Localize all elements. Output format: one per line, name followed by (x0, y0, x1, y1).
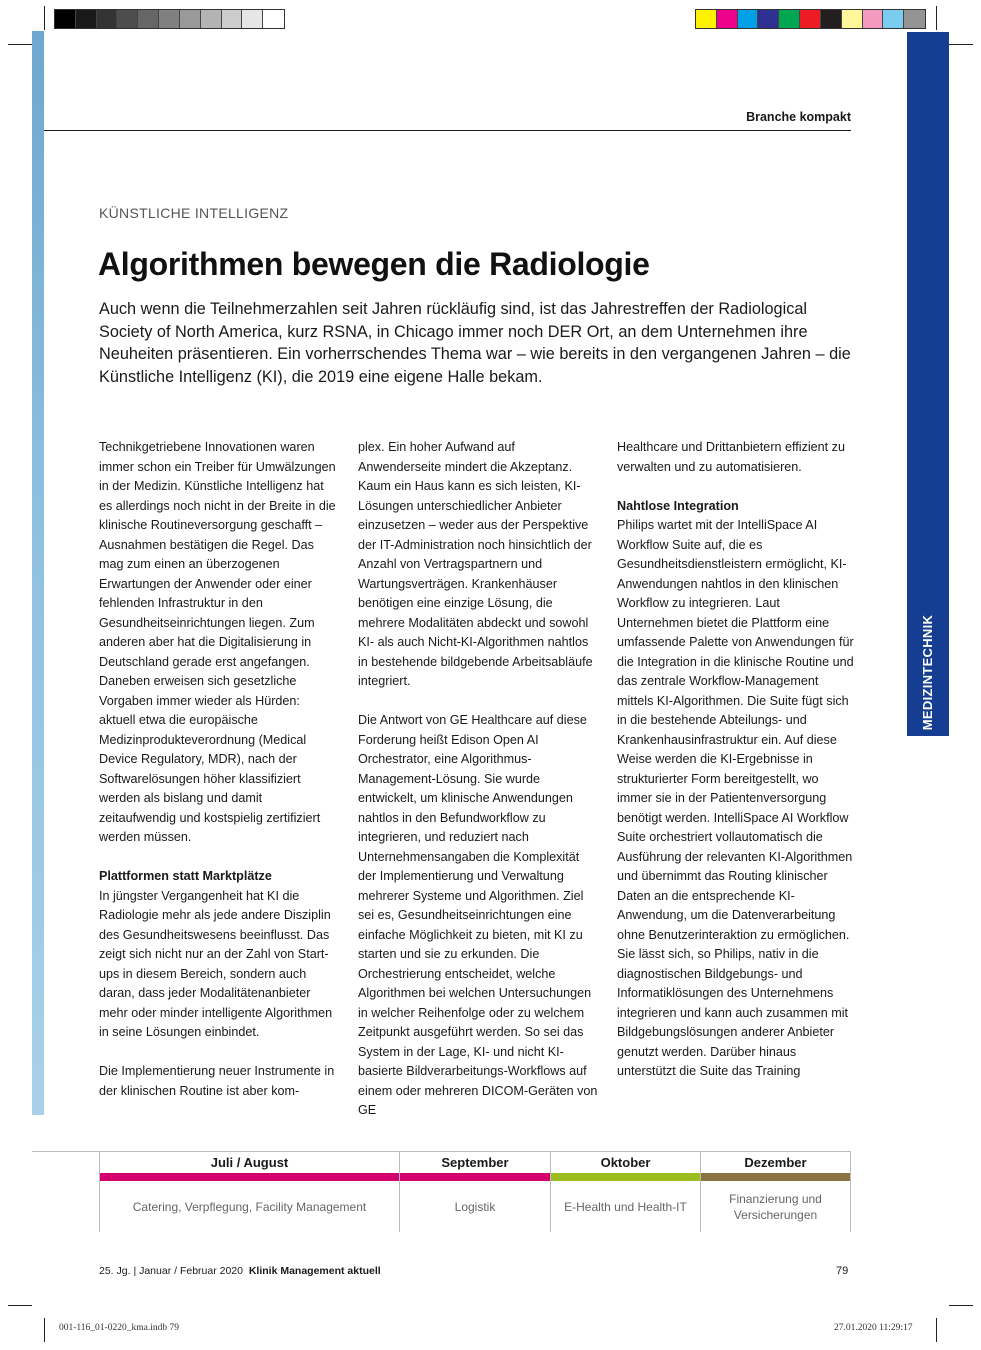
process-color-swatch (758, 10, 779, 28)
page-footer (99, 1265, 381, 1277)
footer-journal: Klinik Management aktuell (248, 1265, 381, 1277)
calendar-month: Oktober (600, 1154, 651, 1170)
grayscale-swatch (201, 10, 222, 28)
process-color-swatch (779, 10, 800, 28)
text-column-2 (358, 438, 598, 1121)
process-color-swatch (863, 10, 884, 28)
paragraph: Philips wartet mit der IntelliSpace AI Workflow Suite auf, die es Gesundheitsdienstleistern ermöglicht, KI-Anwendungen nahtlos in den klinischen Workflow zu integrieren. Laut Unternehmen bietet die Plattform eine umfassende Palette von Anwendungen für die Integration in die klinische Routine und das zentrale Workflow-Management mittels KI-Algorithmen. Die Suite fügt sich in die bestehende Abteilungs- und Krankenhausinfrastruktur ein. Auf diese Weise werden die KI-Ergebnisse in strukturierter Form bereitgestellt, wo immer sie in der Patientenversorgung benötigt werden. IntelliSpace AI Workflow Suite orchestriert vollautomatisch die Ausführung der relevanten KI-Algorithmen und übernimmt das Routing klinischer Daten an die entsprechende KI-Anwendung, um die Datenverarbeitung ohne Benutzerinteraktion zu ermöglichen. Sie lässt sich, so Philips, nativ in die diagnostischen Bildgebungs- und Informatiklösungen des Unternehmens integrieren und kann auch zusammen mit Bildgebungslösungen anderer Anbieter genutzt werden. Darüber hinaus unterstützt die Suite das Training (617, 518, 854, 1078)
grayscale-swatch (97, 10, 118, 28)
calendar-topic: Finanzierung und Versicherungen (729, 1191, 822, 1222)
text-column-1 (99, 438, 339, 1101)
calendar-stripe (100, 1173, 399, 1181)
crop-mark (44, 6, 45, 30)
crop-mark (936, 6, 937, 30)
process-color-control-bar (695, 9, 926, 29)
calendar-topic: Catering, Verpflegung, Facility Management (132, 1199, 367, 1214)
process-color-swatch (696, 10, 717, 28)
side-tab-text: MEDIZINTECHNIK (920, 614, 936, 730)
grayscale-swatch (138, 10, 159, 28)
header-rule (44, 130, 851, 131)
paragraph: plex. Ein hoher Aufwand auf Anwenderseite mindert die Akzeptanz. Kaum ein Haus kann es sich leisten, KI-Lösungen unterschiedlicher Anbieter einzusetzen – weder aus der Perspektive der IT-Administration noch hinsichtlich der Anzahl von Vertragspartnern und Wartungsverträgen. Krankenhäuser benötigen eine einzige Lösung, die mehrere Modalitäten abdeckt und sowohl KI- als auch Nicht-KI-Algorithmen nahtlos in bestehende bildgebende Arbeitsabläufe integriert. (358, 440, 593, 688)
section-label: Branche kompakt (746, 110, 851, 124)
paragraph: Die Implementierung neuer Instrumente in der klinischen Routine ist aber kom- (99, 1064, 335, 1098)
calendar-cell (99, 1151, 399, 1232)
paragraph: Technikgetriebene Innovationen waren immer schon ein Treiber für Umwälzungen in der Medizin. Künstliche Intelligenz hat es allerdings noch nicht in der Breite in die klinische Routineversorgung geschafft – Ausnahmen bestätigen die Regel. Das mag zum einen an überzogenen Erwartungen der Anwender oder einer fehlenden Infrastruktur in den Gesundheitseinrichtungen liegen. Zum anderen aber hat die Digitalisierung in Deutschland gerade erst angefangen. Daneben erweisen sich gesetzliche Vorgaben immer wieder als Hürden: aktuell etwa die europäische Medizinprodukteverordnung (Medical Device Regulatory, MDR), nach der Softwarelösungen höher klassifiziert werden als bislang und damit zeitaufwendig und kostspielig zertifiziert werden müssen. (99, 440, 336, 844)
grayscale-swatch (180, 10, 201, 28)
calendar-cell (700, 1151, 851, 1232)
side-tab-label (906, 610, 950, 734)
calendar-cell (399, 1151, 550, 1232)
article-title: Algorithmen bewegen die Radiologie (98, 246, 650, 282)
process-color-swatch (800, 10, 821, 28)
grayscale-swatch (76, 10, 97, 28)
subheading: Plattformen statt Marktplätze (99, 869, 272, 883)
paragraph: Healthcare und Drittanbietern effizient zu verwalten und zu automatisieren. (617, 440, 845, 474)
grayscale-control-bar (54, 9, 285, 29)
process-color-swatch (904, 10, 925, 28)
text-column-3 (617, 438, 857, 1082)
grayscale-swatch (242, 10, 263, 28)
article-lead: Auch wenn die Teilnehmerzahlen seit Jahren rückläufig sind, ist das Jahrestreffen der Radiological Society of North America, kurz RSNA, in Chicago immer noch DER Ort, an dem Unternehmen ihre Neuheiten präsentieren. Ein vorherrschendes Thema war – wie bereits in den vergangenen Jahren – die Künstliche Intelligenz (KI), die 2019 eine eigene Halle bekam. (99, 300, 851, 386)
article-kicker: KÜNSTLICHE INTELLIGENZ (99, 205, 289, 221)
footer-issue: 25. Jg. | Januar / Februar 2020 (99, 1265, 243, 1277)
calendar-topic: Logistik (454, 1199, 496, 1214)
calendar-stripe (400, 1173, 550, 1181)
editorial-calendar (99, 1151, 851, 1232)
subheading: Nahtlose Integration (617, 498, 739, 513)
process-color-swatch (717, 10, 738, 28)
process-color-swatch (821, 10, 842, 28)
paragraph: In jüngster Vergangenheit hat KI die Radiologie mehr als jede andere Disziplin des Gesundheitswesens beeinflusst. Das zeigt sich nicht nur an der Zahl von Start-ups in diesem Bereich, sondern auch daran, dass jeder Modalitätenanbieter mehr oder minder intelligente Algorithmen in seine Lösungen einbindet. (99, 888, 333, 1039)
crop-mark (8, 1305, 32, 1306)
grayscale-swatch (159, 10, 180, 28)
grayscale-swatch (117, 10, 138, 28)
print-slug-file: 001-116_01-0220_kma.indb 79 (59, 1323, 179, 1333)
grayscale-swatch (55, 10, 76, 28)
left-image-strip (32, 31, 44, 1115)
print-slug-date: 27.01.2020 11:29:17 (834, 1323, 913, 1333)
calendar-stripe (551, 1173, 700, 1181)
crop-mark (44, 1318, 45, 1342)
paragraph: Die Antwort von GE Healthcare auf diese Forderung heißt Edison Open AI Orchestrator, eine Algorithmus-Management-Lösung. Sie wurde entwickelt, um klinische Anwendungen nahtlos in den Befundworkflow zu integrieren, und reduziert nach Unternehmensangaben die Komplexität der Implementierung und Verwaltung mehrerer Systeme und Algorithmen. Ziel sei es, Gesundheitseinrichtungen eine einfache Möglichkeit zu bieten, mit KI zu starten und sie zu erkunden. Die Orchestrierung entscheidet, welche Algorithmen bei welchen Untersuchungen in welcher Reihenfolge oder zu welchem Zeitpunkt ausgeführt werden. So sei das System in der Lage, KI- und nicht KI-basierte Bildverarbeitungs-Workflows auf einem oder mehreren DICOM-Geräten von GE (358, 713, 598, 1117)
calendar-month: September (441, 1154, 509, 1170)
process-color-swatch (738, 10, 759, 28)
calendar-month: Juli / August (210, 1154, 289, 1170)
crop-mark (949, 44, 973, 45)
calendar-topic: E-Health und Health-IT (564, 1199, 687, 1214)
page-number: 79 (836, 1265, 849, 1277)
crop-mark (936, 1318, 937, 1342)
process-color-swatch (842, 10, 863, 28)
grayscale-swatch (222, 10, 243, 28)
crop-mark (949, 1305, 973, 1306)
calendar-stripe (701, 1173, 850, 1181)
calendar-cell (550, 1151, 700, 1232)
process-color-swatch (883, 10, 904, 28)
calendar-month: Dezember (744, 1154, 807, 1170)
crop-mark (8, 44, 32, 45)
grayscale-swatch (263, 10, 284, 28)
